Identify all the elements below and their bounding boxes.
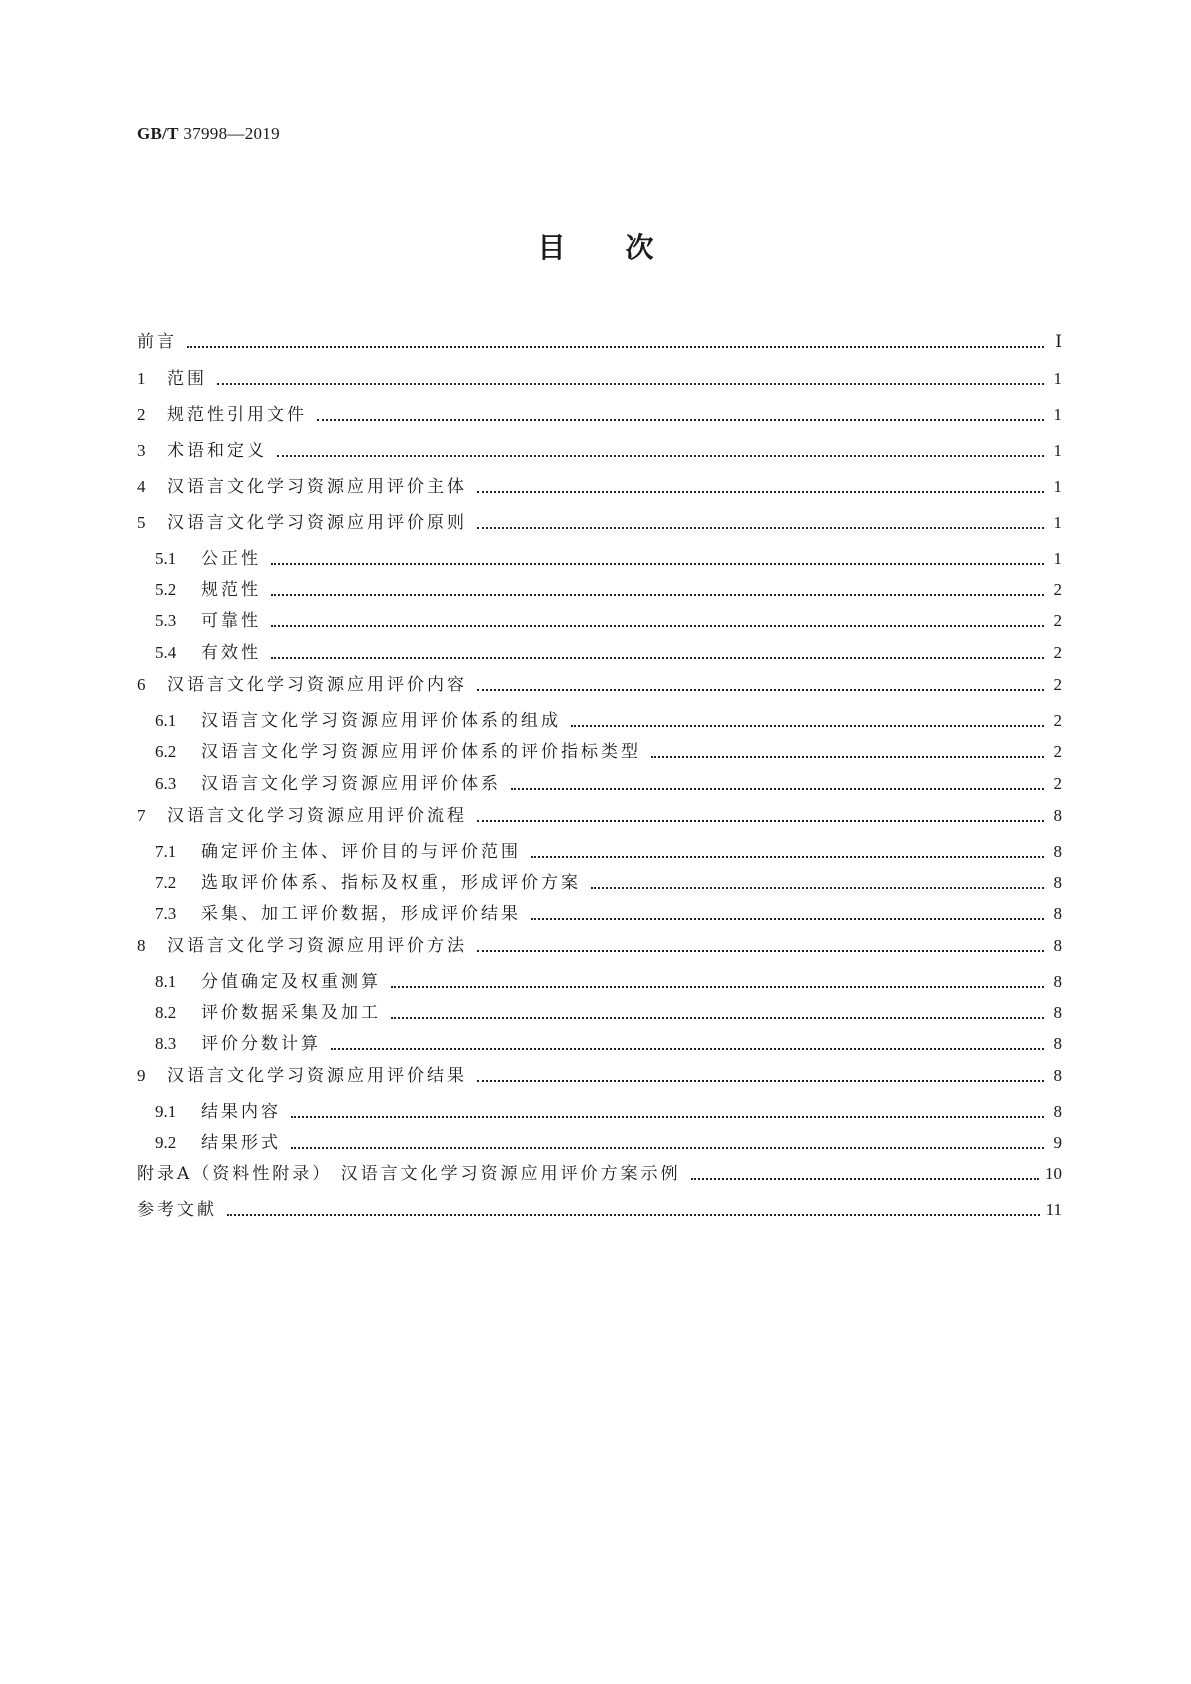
toc-entry[interactable] <box>137 935 1062 957</box>
toc-entry-label: 汉语言文化学习资源应用评价结果 <box>167 1066 467 1086</box>
dot-leader <box>277 455 1044 457</box>
toc-entry-page: 8 <box>1053 904 1062 923</box>
toc-entry-label: 参考文献 <box>137 1200 217 1220</box>
toc-entry-page: 2 <box>1053 675 1062 694</box>
toc-entry[interactable] <box>137 610 1062 632</box>
toc-entry-page: 8 <box>1053 936 1062 955</box>
toc-entry-number: 5.4 <box>155 643 177 662</box>
toc-entry[interactable] <box>137 872 1062 894</box>
toc-entry-number: 7.3 <box>155 904 177 923</box>
toc-entry-number: 3 <box>137 441 146 460</box>
toc-entry[interactable] <box>137 548 1062 570</box>
toc-entry-number: 4 <box>137 477 146 496</box>
toc-entry-label: 汉语言文化学习资源应用评价原则 <box>167 513 467 533</box>
dot-leader <box>477 1080 1044 1082</box>
toc-entry[interactable] <box>137 1101 1062 1123</box>
page-title: 目次 <box>537 231 714 264</box>
toc-entry-label: 公正性 <box>201 549 261 569</box>
toc-entry-page: 2 <box>1053 643 1062 662</box>
toc-entry-label: 汉语言文化学习资源应用评价流程 <box>167 806 467 826</box>
toc-entry-number: 5.2 <box>155 580 177 599</box>
toc-entry[interactable] <box>137 710 1062 732</box>
toc-entry[interactable] <box>137 1199 1062 1221</box>
toc-entry-label: 分值确定及权重测算 <box>201 972 381 992</box>
toc-entry-page: 8 <box>1053 1034 1062 1053</box>
toc-entry-page: 11 <box>1045 1200 1062 1219</box>
toc-entry-number: 6.2 <box>155 742 177 761</box>
toc-entry-label: 选取评价体系、指标及权重，形成评价方案 <box>201 873 581 893</box>
toc-entry-number: 9.1 <box>155 1102 177 1121</box>
toc-entry-page: 1 <box>1053 441 1062 460</box>
toc-entry-page: 2 <box>1053 611 1062 630</box>
toc-entry-label: 评价数据采集及加工 <box>201 1003 381 1023</box>
toc-entry-label: 结果形式 <box>201 1133 281 1153</box>
toc-entry-page: 8 <box>1053 806 1062 825</box>
toc-entry[interactable] <box>137 1033 1062 1055</box>
toc-entry-page: 8 <box>1053 1102 1062 1121</box>
toc-entry-label: 可靠性 <box>201 611 261 631</box>
toc-entry-page: 1 <box>1053 477 1062 496</box>
toc-entry-page: 2 <box>1053 580 1062 599</box>
toc-entry[interactable] <box>137 1163 1062 1185</box>
toc-entry[interactable] <box>137 404 1062 426</box>
toc-entry[interactable] <box>137 512 1062 534</box>
toc-entry[interactable] <box>137 841 1062 863</box>
toc-entry-label: 采集、加工评价数据，形成评价结果 <box>201 904 521 924</box>
toc-entry[interactable] <box>137 903 1062 925</box>
toc-entry-number: 6.1 <box>155 711 177 730</box>
dot-leader <box>331 1048 1044 1050</box>
toc-entry[interactable] <box>137 579 1062 601</box>
dot-leader <box>591 887 1044 889</box>
toc-entry-page: 8 <box>1053 873 1062 892</box>
toc-entry[interactable] <box>137 1132 1062 1154</box>
toc-entry-page: 1 <box>1053 513 1062 532</box>
toc-entry-label: 规范性引用文件 <box>167 405 307 425</box>
dot-leader <box>531 856 1044 858</box>
toc-entry-page: 1 <box>1053 405 1062 424</box>
toc-entry-number: 1 <box>137 369 146 388</box>
standard-number: 37998—2019 <box>183 124 280 143</box>
toc-entry[interactable] <box>137 773 1062 795</box>
dot-leader <box>651 756 1044 758</box>
toc-entry-number: 8.3 <box>155 1034 177 1053</box>
toc-entry-label: 汉语言文化学习资源应用评价内容 <box>167 675 467 695</box>
toc-entry-number: 9 <box>137 1066 146 1085</box>
dot-leader <box>271 594 1044 596</box>
toc-entry-page: 10 <box>1045 1164 1062 1183</box>
dot-leader <box>391 986 1044 988</box>
toc-entry-label: 汉语言文化学习资源应用评价主体 <box>167 477 467 497</box>
toc-entry-page: Ⅰ <box>1055 332 1062 351</box>
dot-leader <box>571 725 1044 727</box>
toc-entry-number: 6 <box>137 675 146 694</box>
toc-entry-label: 范围 <box>167 369 207 389</box>
dot-leader <box>531 918 1044 920</box>
dot-leader <box>511 788 1044 790</box>
dot-leader <box>477 950 1044 952</box>
standard-code <box>137 124 280 144</box>
dot-leader <box>477 820 1044 822</box>
toc-entry-label: 确定评价主体、评价目的与评价范围 <box>201 842 521 862</box>
toc-entry[interactable] <box>137 440 1062 462</box>
standard-prefix: GB/T <box>137 124 179 143</box>
toc-entry-label: 汉语言文化学习资源应用评价体系 <box>201 774 501 794</box>
toc-entry-page: 9 <box>1053 1133 1062 1152</box>
toc-entry[interactable] <box>137 971 1062 993</box>
toc-entry-number: 2 <box>137 405 146 424</box>
toc-entry-number: 5.1 <box>155 549 177 568</box>
toc-entry-number: 7.2 <box>155 873 177 892</box>
toc-entry-page: 2 <box>1053 711 1062 730</box>
toc-entry-label: 结果内容 <box>201 1102 281 1122</box>
toc-entry-number: 9.2 <box>155 1133 177 1152</box>
toc-entry-page: 8 <box>1053 1066 1062 1085</box>
toc-entry-page: 2 <box>1053 742 1062 761</box>
dot-leader <box>477 689 1044 691</box>
dot-leader <box>691 1178 1039 1180</box>
dot-leader <box>477 527 1044 529</box>
toc-entry-page: 2 <box>1053 774 1062 793</box>
toc-entry[interactable] <box>137 476 1062 498</box>
dot-leader <box>391 1017 1044 1019</box>
toc-entry-number: 8.1 <box>155 972 177 991</box>
toc-entry-label: 汉语言文化学习资源应用评价体系的组成 <box>201 711 561 731</box>
toc-entry[interactable] <box>137 368 1062 390</box>
toc-entry-number: 8 <box>137 936 146 955</box>
dot-leader <box>317 419 1044 421</box>
toc-entry[interactable] <box>137 642 1062 664</box>
toc-entry-label: 附录A（资料性附录） 汉语言文化学习资源应用评价方案示例 <box>137 1164 681 1184</box>
toc-entry-label: 有效性 <box>201 643 261 663</box>
toc-entry-number: 5 <box>137 513 146 532</box>
toc-entry-page: 8 <box>1053 972 1062 991</box>
toc-entry-number: 7 <box>137 806 146 825</box>
toc-entry-label: 术语和定义 <box>167 441 267 461</box>
dot-leader <box>271 625 1044 627</box>
dot-leader <box>187 346 1044 348</box>
toc-entry[interactable] <box>137 805 1062 827</box>
toc-entry-page: 1 <box>1053 549 1062 568</box>
toc-entry-number: 7.1 <box>155 842 177 861</box>
toc-entry-page: 8 <box>1053 1003 1062 1022</box>
toc-entry-page: 1 <box>1053 369 1062 388</box>
dot-leader <box>477 491 1044 493</box>
toc-entry-number: 5.3 <box>155 611 177 630</box>
toc-entry[interactable] <box>137 741 1062 763</box>
toc-entry-label: 规范性 <box>201 580 261 600</box>
dot-leader <box>271 657 1044 659</box>
toc-entry-page: 8 <box>1053 842 1062 861</box>
toc-entry[interactable] <box>137 674 1062 696</box>
toc-entry[interactable] <box>137 1065 1062 1087</box>
toc-entry-label: 汉语言文化学习资源应用评价方法 <box>167 936 467 956</box>
dot-leader <box>291 1147 1044 1149</box>
toc-entry-number: 8.2 <box>155 1003 177 1022</box>
toc-entry-number: 6.3 <box>155 774 177 793</box>
dot-leader <box>227 1214 1040 1216</box>
dot-leader <box>291 1116 1044 1118</box>
toc-entry-label: 评价分数计算 <box>201 1034 321 1054</box>
toc-entry-label: 汉语言文化学习资源应用评价体系的评价指标类型 <box>201 742 641 762</box>
toc-entry[interactable] <box>137 1002 1062 1024</box>
dot-leader <box>271 563 1044 565</box>
toc-entry[interactable] <box>137 331 1062 353</box>
toc-entry-label: 前言 <box>137 332 177 352</box>
dot-leader <box>217 383 1044 385</box>
